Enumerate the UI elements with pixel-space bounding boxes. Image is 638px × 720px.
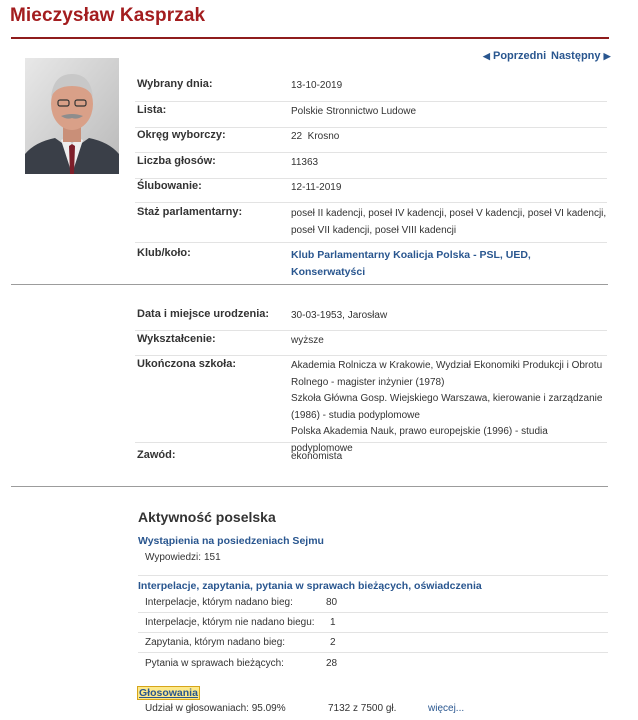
personal-row [135,333,607,356]
more-link[interactable]: więcej... [428,703,465,714]
personal-label: Ukończona szkoła: [137,358,237,370]
oath-date: 12-11-2019 [291,182,342,193]
speeches-count: 151 [204,552,221,563]
speeches-label: Wypowiedzi: [145,552,202,563]
stat-label: Zapytania, którym nadano bieg: [145,637,286,648]
stat-label: Interpelacje, którym nadano bieg: [145,597,293,608]
triangle-right-icon: ▶ [603,51,611,61]
profession-value: ekonomista [291,451,343,462]
personal-row [135,358,607,454]
prev-link[interactable] [483,50,546,62]
stat-value[interactable]: 1 [330,617,336,628]
elected-date: 13-10-2019 [291,80,343,91]
speeches-link[interactable]: Wystąpienia na posiedzeniach Sejmu [138,535,324,547]
tenure-value: poseł II kadencji, poseł IV kadencji, poseł V kadencji, poseł VI kadencji, poseł VII kadencji, poseł VIII kadencji [291,208,607,236]
votes-link[interactable]: Głosowania [139,687,198,699]
detail-label: Ślubowanie: [137,180,202,192]
votes-count: 7132 z 7500 gł. [328,703,397,714]
next-link[interactable] [551,50,611,62]
personal-row [135,308,607,331]
detail-row [135,78,607,102]
district-value: 22 Krosno [291,131,340,142]
detail-label: Liczba głosów: [137,155,216,167]
prev-label: Poprzedni [492,50,547,62]
stat-label: Pytania w sprawach bieżących: [145,658,284,669]
detail-row [135,180,607,203]
next-label: Następny [551,50,601,62]
votes-value: 11363 [291,157,319,168]
school-list [291,358,607,457]
education-value: wyższe [291,335,324,346]
detail-row [135,129,607,153]
personal-row [135,449,607,469]
profile-photo [25,58,119,174]
stat-value[interactable]: 28 [326,658,338,669]
title-divider [11,37,609,39]
school-line: Polska Akademia Nauk, prawo europejskie (1996) - studia podyplomowe [291,426,548,454]
personal-label: Wykształcenie: [137,333,216,345]
row-divider [138,575,608,576]
page-title: Mieczysław Kasprzak [10,5,206,26]
triangle-left-icon: ◀ [483,51,490,61]
list-value: Polskie Stronnictwo Ludowe [291,106,417,117]
activity-title: Aktywność poselska [138,509,276,525]
detail-label: Wybrany dnia: [137,78,213,90]
detail-row [135,247,607,278]
section-divider [11,284,608,285]
row-divider [138,632,608,633]
detail-row [135,206,607,243]
personal-label: Zawód: [137,449,176,461]
stat-value[interactable]: 2 [330,637,336,648]
personal-label: Data i miejsce urodzenia: [137,308,270,320]
detail-row [135,155,607,179]
detail-label: Klub/koło: [137,247,191,259]
school-line: (1986) - studia podyplomowe [291,409,420,421]
stat-label: Interpelacje, którym nie nadano biegu: [145,617,315,628]
detail-label: Staż parlamentarny: [137,206,243,218]
interpellations-link[interactable]: Interpelacje, zapytania, pytania w sprawach bieżących, oświadczenia [138,580,482,592]
school-line: Rolnego - magister inżynier (1978) [291,376,445,388]
detail-label: Lista: [137,104,167,116]
birth-value: 30-03-1953, Jarosław [291,310,388,321]
school-line: Szkoła Główna Gosp. Wiejskiego Warszawa, kierowanie i zarządzanie [291,393,603,404]
votes-participation: Udział w głosowaniach: 95.09% [145,703,286,714]
section-divider [11,486,608,487]
row-divider [138,612,608,613]
detail-row [135,104,607,128]
club-link[interactable]: Klub Parlamentarny Koalicja Polska - PSL, UED, Konserwatyści [291,249,531,278]
detail-label: Okręg wyborczy: [137,129,226,141]
stat-value[interactable]: 80 [326,597,338,608]
row-divider [138,652,608,653]
school-line: Akademia Rolnicza w Krakowie, Wydział Ekonomiki Produkcji i Obrotu [291,360,603,371]
